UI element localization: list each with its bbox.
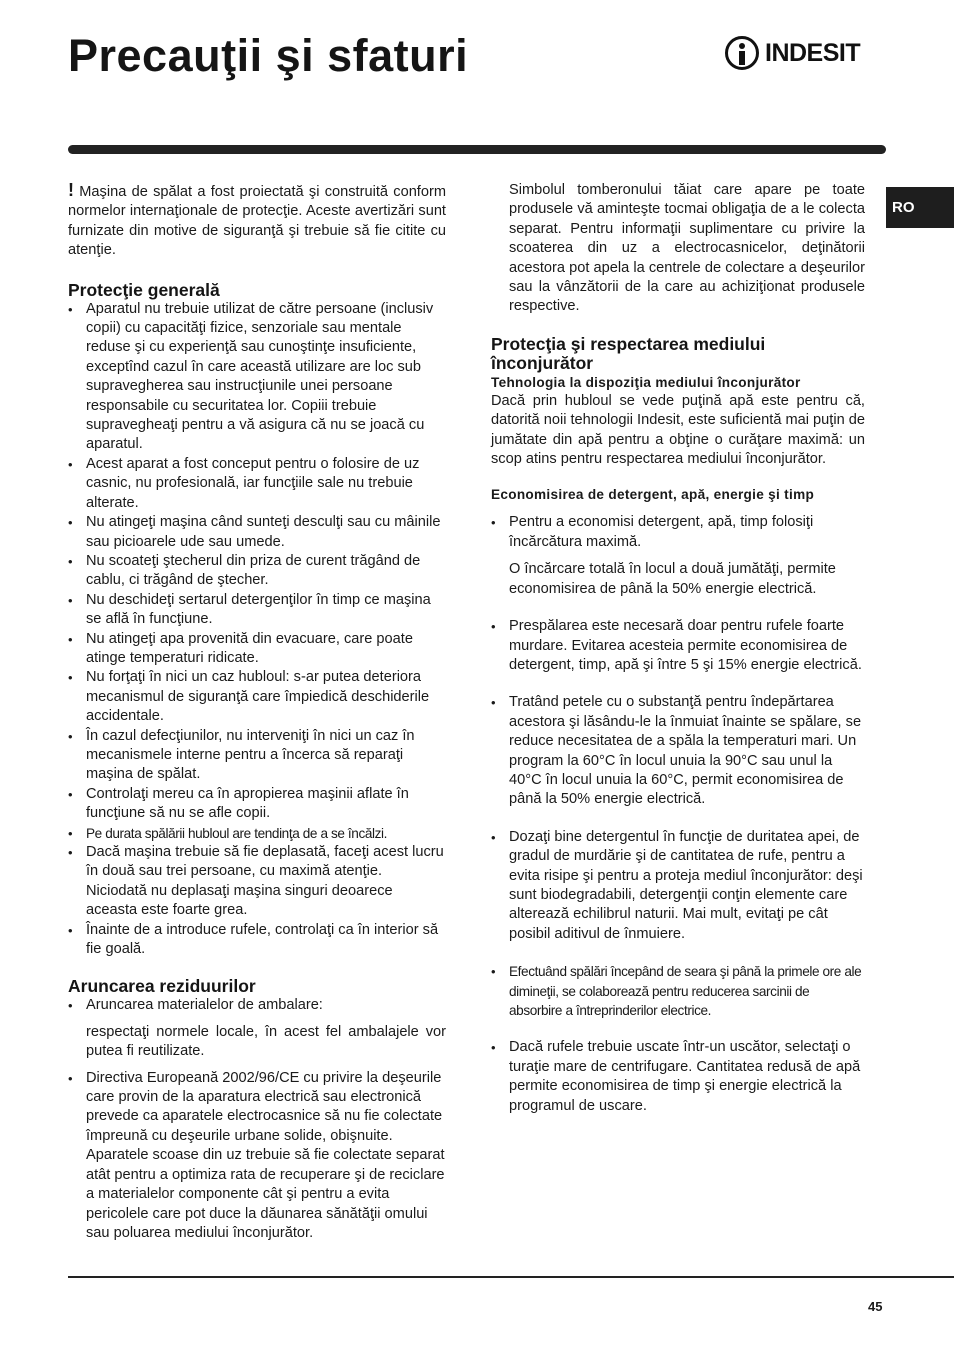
bin-symbol-paragraph: Simbolul tomberonului tăiat care apare pe toate produsele vă aminteşte tocmai obligaţia de a le colecta separat. Pentru informaţii suplimentare cu privire la scoaterea din uz a electrocasnicelor, deţinătorii acestora pot apela la centrele de colectare a deşeurilor sau la vânzătorii de la care au achiziţionat produsele respective. <box>509 182 865 315</box>
list-item: • Acest aparat a fost conceput pentru o folosire de uz casnic, nu profesională, iar funcţiile sale nu trebuie alterate. <box>68 455 446 513</box>
list-item: • În cazul defecţiunilor, nu interveniţi în nici un caz în mecanismele interne pentru a încerca să reparaţi maşina de spălat. <box>68 727 446 785</box>
general-protection-list <box>68 300 446 960</box>
list-item: • Directiva Europeană 2002/96/CE cu privire la deşeurile care provin de la aparatura electrică sau electronică prevede ca aparatele electrocasnice să nu fie colectate împreună cu deşeurile urbane solide, obişnuite. Aparatele scoase din uz trebuie să fie colectate separat atât pentru a optimiza rata de recuperare şi de reciclare a materialelor componente cât şi pentru a evita pericolele care pot duce la dăunarea sănătăţii omului sau poluarea mediului înconjurător. <box>68 1069 446 1244</box>
list-item: • Nu atingeţi maşina când sunteţi desculţi sau cu mâinile sau picioarele ude sau umede. <box>68 513 446 552</box>
list-item: • Dacă rufele trebuie uscate într-un uscător, selectaţi o turaţie mare de centrifugare. Cantitatea redusă de apă permite economisirea de timp şi energie electrică la programul de uscare. <box>491 1038 865 1116</box>
page-title: Precauţii şi sfaturi <box>68 30 469 81</box>
list-item: • Efectuând spălări începând de seara şi până la primele ore ale dimineţii, se colaborează pentru reducerea sarcinii de absorbire a întreprinderilor electrice. <box>491 962 865 1020</box>
saving-detail: O încărcare totală în locul a două jumătăţi, permite economisirea de până la 50% energie electrică. <box>509 561 836 597</box>
list-item: • Aparatul nu trebuie utilizat de către persoane (inclusiv copii) cu capacităţi fizice, senzoriale sau mentale reduse şi cu experienţă sau cunoştinţe insuficiente, exceptînd cazul în care această utilizare are loc sub supravegherea sau instrucţiunile unei persoane responsabile cu securitatea lor. Copiii trebuie supravegheaţi pentru a vă asigura că nu se joacă cu aparatul. <box>68 300 446 455</box>
list-item: • Pentru a economisi detergent, apă, timp folosiţi încărcătura maximă. <box>491 513 865 552</box>
saving-list-5 <box>491 962 865 1020</box>
intro-paragraph <box>68 181 446 261</box>
list-item: • Dacă maşina trebuie să fie deplasată, faceţi acest lucru în două sau trei persoane, cu maximă atenţie. Niciodată nu deplasaţi maşina singuri deoarece aceasta este foarte grea. <box>68 843 446 921</box>
brand-logo <box>725 33 887 73</box>
warning-icon: ! <box>68 180 74 200</box>
saving-subheading: Economisirea de detergent, apă, energie şi timp <box>491 487 815 503</box>
list-item: • Controlaţi mereu ca în apropierea maşinii aflate în funcţiune să nu se afle copii. <box>68 785 446 824</box>
brand-name: INDESIT <box>765 38 861 67</box>
disposal-list-2 <box>68 1069 446 1244</box>
brand-i-icon <box>725 36 759 70</box>
list-item: • Dozaţi bine detergentul în funcţie de duritatea apei, de gradul de murdărie şi de cantitatea de rufe, pentru a evita risipe şi pentru a proteja mediul înconjurător: deşi sunt biodegradabili, detergenţii conţin elemente care alterează echilibrul naturii. Mai mult, evitaţi pe cât posibil aditivul de înmuiere. <box>491 828 865 944</box>
list-item: • Prespălarea este necesară doar pentru rufele foarte murdare. Evitarea acesteia permite economisirea de detergent, timp, apă şi între 5 şi 15% energie electrică. <box>491 617 865 675</box>
list-item: • Înainte de a introduce rufele, controlaţi ca în interior să fie goală. <box>68 921 446 960</box>
footer-divider <box>68 1276 954 1278</box>
saving-list-6 <box>491 1038 865 1116</box>
list-item: • Tratând petele cu o substanţă pentru îndepărtarea acestora şi lăsându-le la înmuiat înainte se spălare, se reduce necesitatea de a spăla la temperaturi mari. Un program la 60°C în locul unuia la 90°C sau unul la 40°C în locul unuia la 60°C, permit economisirea de până la 50% energie electrică. <box>491 693 865 809</box>
environment-heading: Protecţia şi respectarea mediului înconjurător <box>491 333 766 373</box>
disposal-detail: respectaţi normele locale, în acest fel ambalajele vor putea fi reutilizate. <box>86 1023 446 1060</box>
saving-list-3 <box>491 693 865 809</box>
list-item: • Nu atingeţi apa provenită din evacuare, care poate atinge temperaturi ridicate. <box>68 630 446 669</box>
saving-list-4 <box>491 828 865 944</box>
left-column <box>68 181 446 1243</box>
list-item: • Nu scoateţi ştecherul din priza de curent trăgând de cablu, ci trăgând de ştecher. <box>68 552 446 591</box>
disposal-list <box>68 996 446 1015</box>
technology-subheading: Tehnologia la dispoziţia mediului înconjurător <box>491 374 801 390</box>
technology-paragraph: Dacă prin hubloul se vede puţină apă este pentru că, datorită noii tehnologii Indesit, este suficientă mai puţin de jumătate din apă pentru a obţine o curăţare maximă: un scop atins pentru respectarea mediului înconjurător. <box>491 392 865 468</box>
disposal-heading: Aruncarea reziduurilor <box>68 976 256 997</box>
list-item: • Nu deschideţi sertarul detergenţilor în timp ce maşina se află în funcţiune. <box>68 591 446 630</box>
list-item: • Pe durata spălării hubloul are tendinţa de a se încălzi. <box>68 824 446 843</box>
general-protection-heading: Protecţie generală <box>68 279 220 300</box>
header-divider <box>68 145 886 154</box>
saving-list-2 <box>491 617 865 675</box>
list-item: • Aruncarea materialelor de ambalare: <box>68 996 446 1015</box>
language-tab: RO <box>886 187 954 228</box>
right-column <box>491 181 865 1116</box>
page-number: 45 <box>868 1299 883 1314</box>
saving-list <box>491 513 865 552</box>
list-item: • Nu forţaţi în nici un caz hubloul: s-ar putea deteriora mecanismul de siguranţă care împiedică deschiderile accidentale. <box>68 668 446 726</box>
intro-text: Maşina de spălat a fost proiectată şi construită conform normelor internaţionale de protecţie. Aceste avertizări sunt furnizate din motive de siguranţă şi trebuie să fie citite cu atenţie. <box>68 184 446 259</box>
